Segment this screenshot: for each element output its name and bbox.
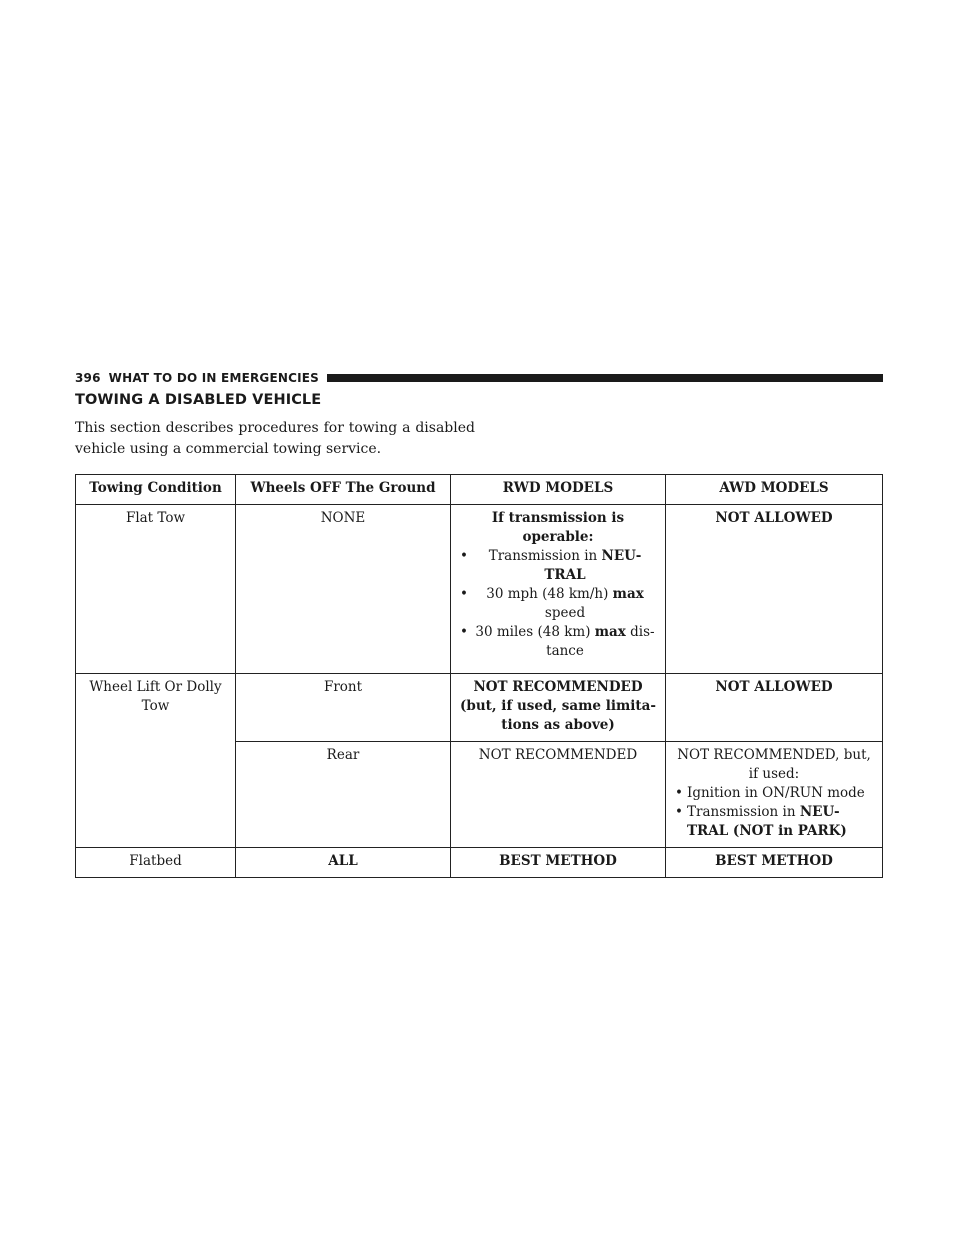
awd-bullet-list [673, 784, 875, 841]
bullet-text: 30 miles (48 km) [475, 624, 595, 640]
cell-wheels: Front [236, 674, 451, 742]
cell-wheels [236, 848, 451, 878]
cell-awd [666, 742, 883, 848]
running-header [75, 370, 883, 386]
cell-wheels: NONE [236, 505, 451, 674]
cell-rwd [451, 505, 666, 674]
cell-condition: Flatbed [76, 848, 236, 878]
list-item [673, 803, 875, 841]
wheels-value: ALL [328, 853, 358, 869]
header-awd: AWD MODELS [666, 475, 883, 505]
cell-rwd [451, 848, 666, 878]
list-item [458, 623, 658, 661]
list-item [458, 585, 658, 623]
cell-condition: Wheel Lift Or Dolly Tow [76, 674, 236, 848]
cell-wheels: Rear [236, 742, 451, 848]
cell-rwd: NOT RECOMMENDED [451, 742, 666, 848]
rwd-value: NOT RECOMMENDED (but, if used, same limita-tions as above) [460, 679, 656, 733]
bullet-text: Transmission in [687, 804, 800, 820]
towing-table [75, 474, 883, 878]
header-rwd: RWD MODELS [451, 475, 666, 505]
bullet-text: Transmission in [488, 548, 602, 564]
section-title: WHAT TO DO IN EMERGENCIES [108, 371, 320, 385]
header-wheels-off: Wheels OFF The Ground [236, 475, 451, 505]
list-item: • Ignition in ON/RUN mode [673, 784, 875, 803]
bullet-bold: max [594, 624, 626, 640]
awd-intro: NOT RECOMMENDED, but, if used: [677, 747, 871, 782]
table-row-flatbed [76, 848, 883, 878]
rwd-bullet-list [458, 547, 658, 661]
bullet-bold: NEU-TRAL [544, 548, 642, 583]
bullet-tail: dis-tance [546, 624, 655, 659]
bullet-bold: NEU-TRAL (NOT in PARK) [687, 804, 847, 839]
table-row-wheel-lift-front [76, 674, 883, 742]
bullet-tail: speed [544, 605, 586, 621]
list-item [458, 547, 658, 585]
page-title: TOWING A DISABLED VEHICLE [75, 392, 322, 408]
table-header-row [76, 475, 883, 505]
page-number: 396 [75, 371, 101, 385]
header-rule [327, 374, 883, 382]
bullet-bold: max [612, 586, 644, 602]
awd-value: NOT ALLOWED [715, 679, 833, 695]
table-row-flat-tow [76, 505, 883, 674]
header-towing-condition: Towing Condition [76, 475, 236, 505]
rwd-heading: If transmission is operable: [491, 510, 625, 545]
cell-rwd [451, 674, 666, 742]
cell-awd [666, 674, 883, 742]
bullet-text: 30 mph (48 km/h) [486, 586, 613, 602]
cell-awd [666, 848, 883, 878]
awd-value: BEST METHOD [715, 853, 833, 869]
cell-condition: Flat Tow [76, 505, 236, 674]
intro-paragraph: This section describes procedures for towing a disabled vehicle using a commercial towing service. [75, 420, 475, 457]
rwd-value: BEST METHOD [499, 853, 617, 869]
cell-awd [666, 505, 883, 674]
awd-value: NOT ALLOWED [715, 510, 833, 526]
